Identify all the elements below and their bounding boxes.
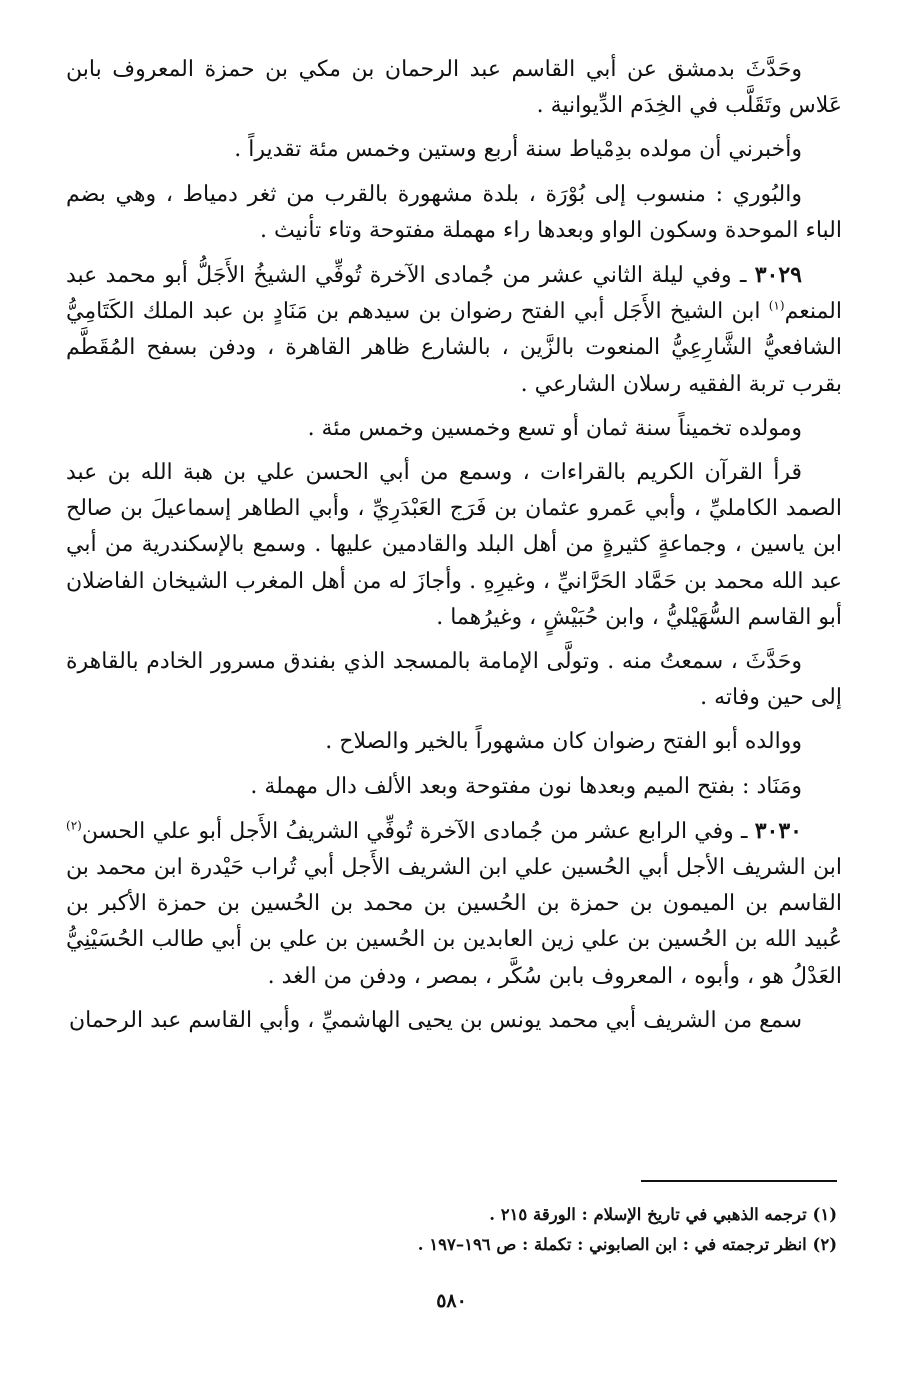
paragraph xyxy=(66,724,842,760)
footnotes xyxy=(61,1200,837,1260)
footnote-separator xyxy=(641,1180,837,1182)
entry-paragraph xyxy=(66,257,842,403)
paragraph xyxy=(66,769,842,805)
paragraph-text: وحَدَّثَ بدمشق عن أبي القاسم عبد الرحمان بن مكي بن حمزة المعروف بابن عَلاس وتَقَلَّب في الخِدَم الدِّيوانية . xyxy=(66,57,842,119)
paragraph-text: وأخبرني أن مولده بدِمْياط سنة أربع وستين وخمس مئة تقديراً . xyxy=(234,137,802,163)
paragraph-text: ووالده أبو الفتح رضوان كان مشهوراً بالخير والصلاح . xyxy=(325,729,802,755)
paragraph-text: قرأ القرآن الكريم بالقراءات ، وسمع من أبي الحسن علي بن هبة الله بن عبد الصمد الكامليِّ ، وأبي عَمرو عثمان بن فَرَج العَبْدَرِيِّ ، وأبي الطاهر إسماعيلَ بن صالح ابن ياسين ، وجماعةٍ كثيرةٍ من أهل البلد والقادمين عليها . وسمع بالإسكندرية من أبي عبد الله محمد بن حَمَّاد الحَرَّانيِّ ، وغيرِهِ . وأجازَ له من أهل المغرب الشيخان الفاضلان أبو القاسم السُّهَيْليُّ ، وابن حُبَيْشٍ ، وغيرُهما . xyxy=(66,460,842,630)
paragraph-text: ومَنَاد : بفتح الميم وبعدها نون مفتوحة وبعد الألف دال مهملة . xyxy=(250,773,802,799)
footnote: (٢) انظر ترجمته في : ابن الصابوني : تكملة : ص ١٩٦–١٩٧ . xyxy=(417,1235,837,1254)
paragraph xyxy=(66,132,842,168)
paragraph xyxy=(66,644,842,716)
footnote-marker: (٢) xyxy=(66,818,82,833)
paragraph xyxy=(66,1003,842,1039)
page-number: ٥٨٠ xyxy=(436,1290,467,1312)
entry-number: ٣٠٢٩ xyxy=(754,262,802,289)
paragraph xyxy=(66,455,842,636)
paragraph-text: ـ وفي الرابع عشر من جُمادى الآخرة تُوفِّي الشريفُ الأَجل أبو علي الحسن xyxy=(81,818,748,844)
page-body xyxy=(66,52,842,1372)
paragraph-text: سمع من الشريف أبي محمد يونس بن يحيى الهاشميِّ ، وأبي القاسم عبد الرحمان xyxy=(68,1007,802,1033)
paragraph-text: وحَدَّثَ ، سمعتُ منه . وتولَّى الإمامة بالمسجد الذي بفندق مسرور الخادم بالقاهرة إلى حين وفاته . xyxy=(66,649,842,711)
footnote-marker: (١) xyxy=(768,298,785,313)
paragraph-text: والبُوري : منسوب إلى بُوْرَة ، بلدة مشهورة بالقرب من ثغر دمياط ، وهي بضم الباء الموحدة وسكون الواو وبعدها راء مهملة مفتوحة وتاء تأنيث . xyxy=(66,181,842,243)
entry-paragraph xyxy=(66,813,842,995)
paragraph-text: ـ وفي ليلة الثاني عشر من جُمادى الآخرة تُوفِّي الشيخُ الأَجَلُّ أبو محمد عبد المنعم xyxy=(66,263,842,325)
paragraph xyxy=(66,52,842,124)
paragraph xyxy=(66,411,842,447)
entry-number: ٣٠٣٠ xyxy=(754,817,802,844)
paragraph xyxy=(66,177,842,249)
footnote: (١) ترجمه الذهبي في تاريخ الإسلام : الورقة ٢١٥ . xyxy=(489,1205,837,1224)
paragraph-text: ومولده تخميناً سنة ثمان أو تسع وخمسين وخمس مئة . xyxy=(307,415,802,441)
paragraph-text-cont: ابن الشيخ الأَجَل أبي الفتح رضوان بن سيدهم بن مَنَادٍ بن عبد الملك الكَتَامِيُّ الشافعيُّ الشَّارِعِيُّ المنعوت بالزَّين ، بالشارع ظاهر القاهرة ، ودفن بسفح المُقَطَّم بقرب تربة الفقيه رسلان الشارعي . xyxy=(66,299,842,397)
paragraph-text-cont: ابن الشريف الأجل أبي الحُسين علي ابن الشريف الأَجل أبي تُراب حَيْدرة ابن محمد بن القاسم بن الميمون بن حمزة بن الحُسين بن محمد بن الحُسين بن حمزة الأكبر بن عُبيد الله بن الحُسين بن علي زين العابدين بن الحُسين بن علي بن أبي طالب الحُسَيْنِيُّ العَدْلُ هو ، وأبوه ، المعروف بابن سُكَّر ، بمصر ، ودفن من الغد . xyxy=(66,855,842,989)
